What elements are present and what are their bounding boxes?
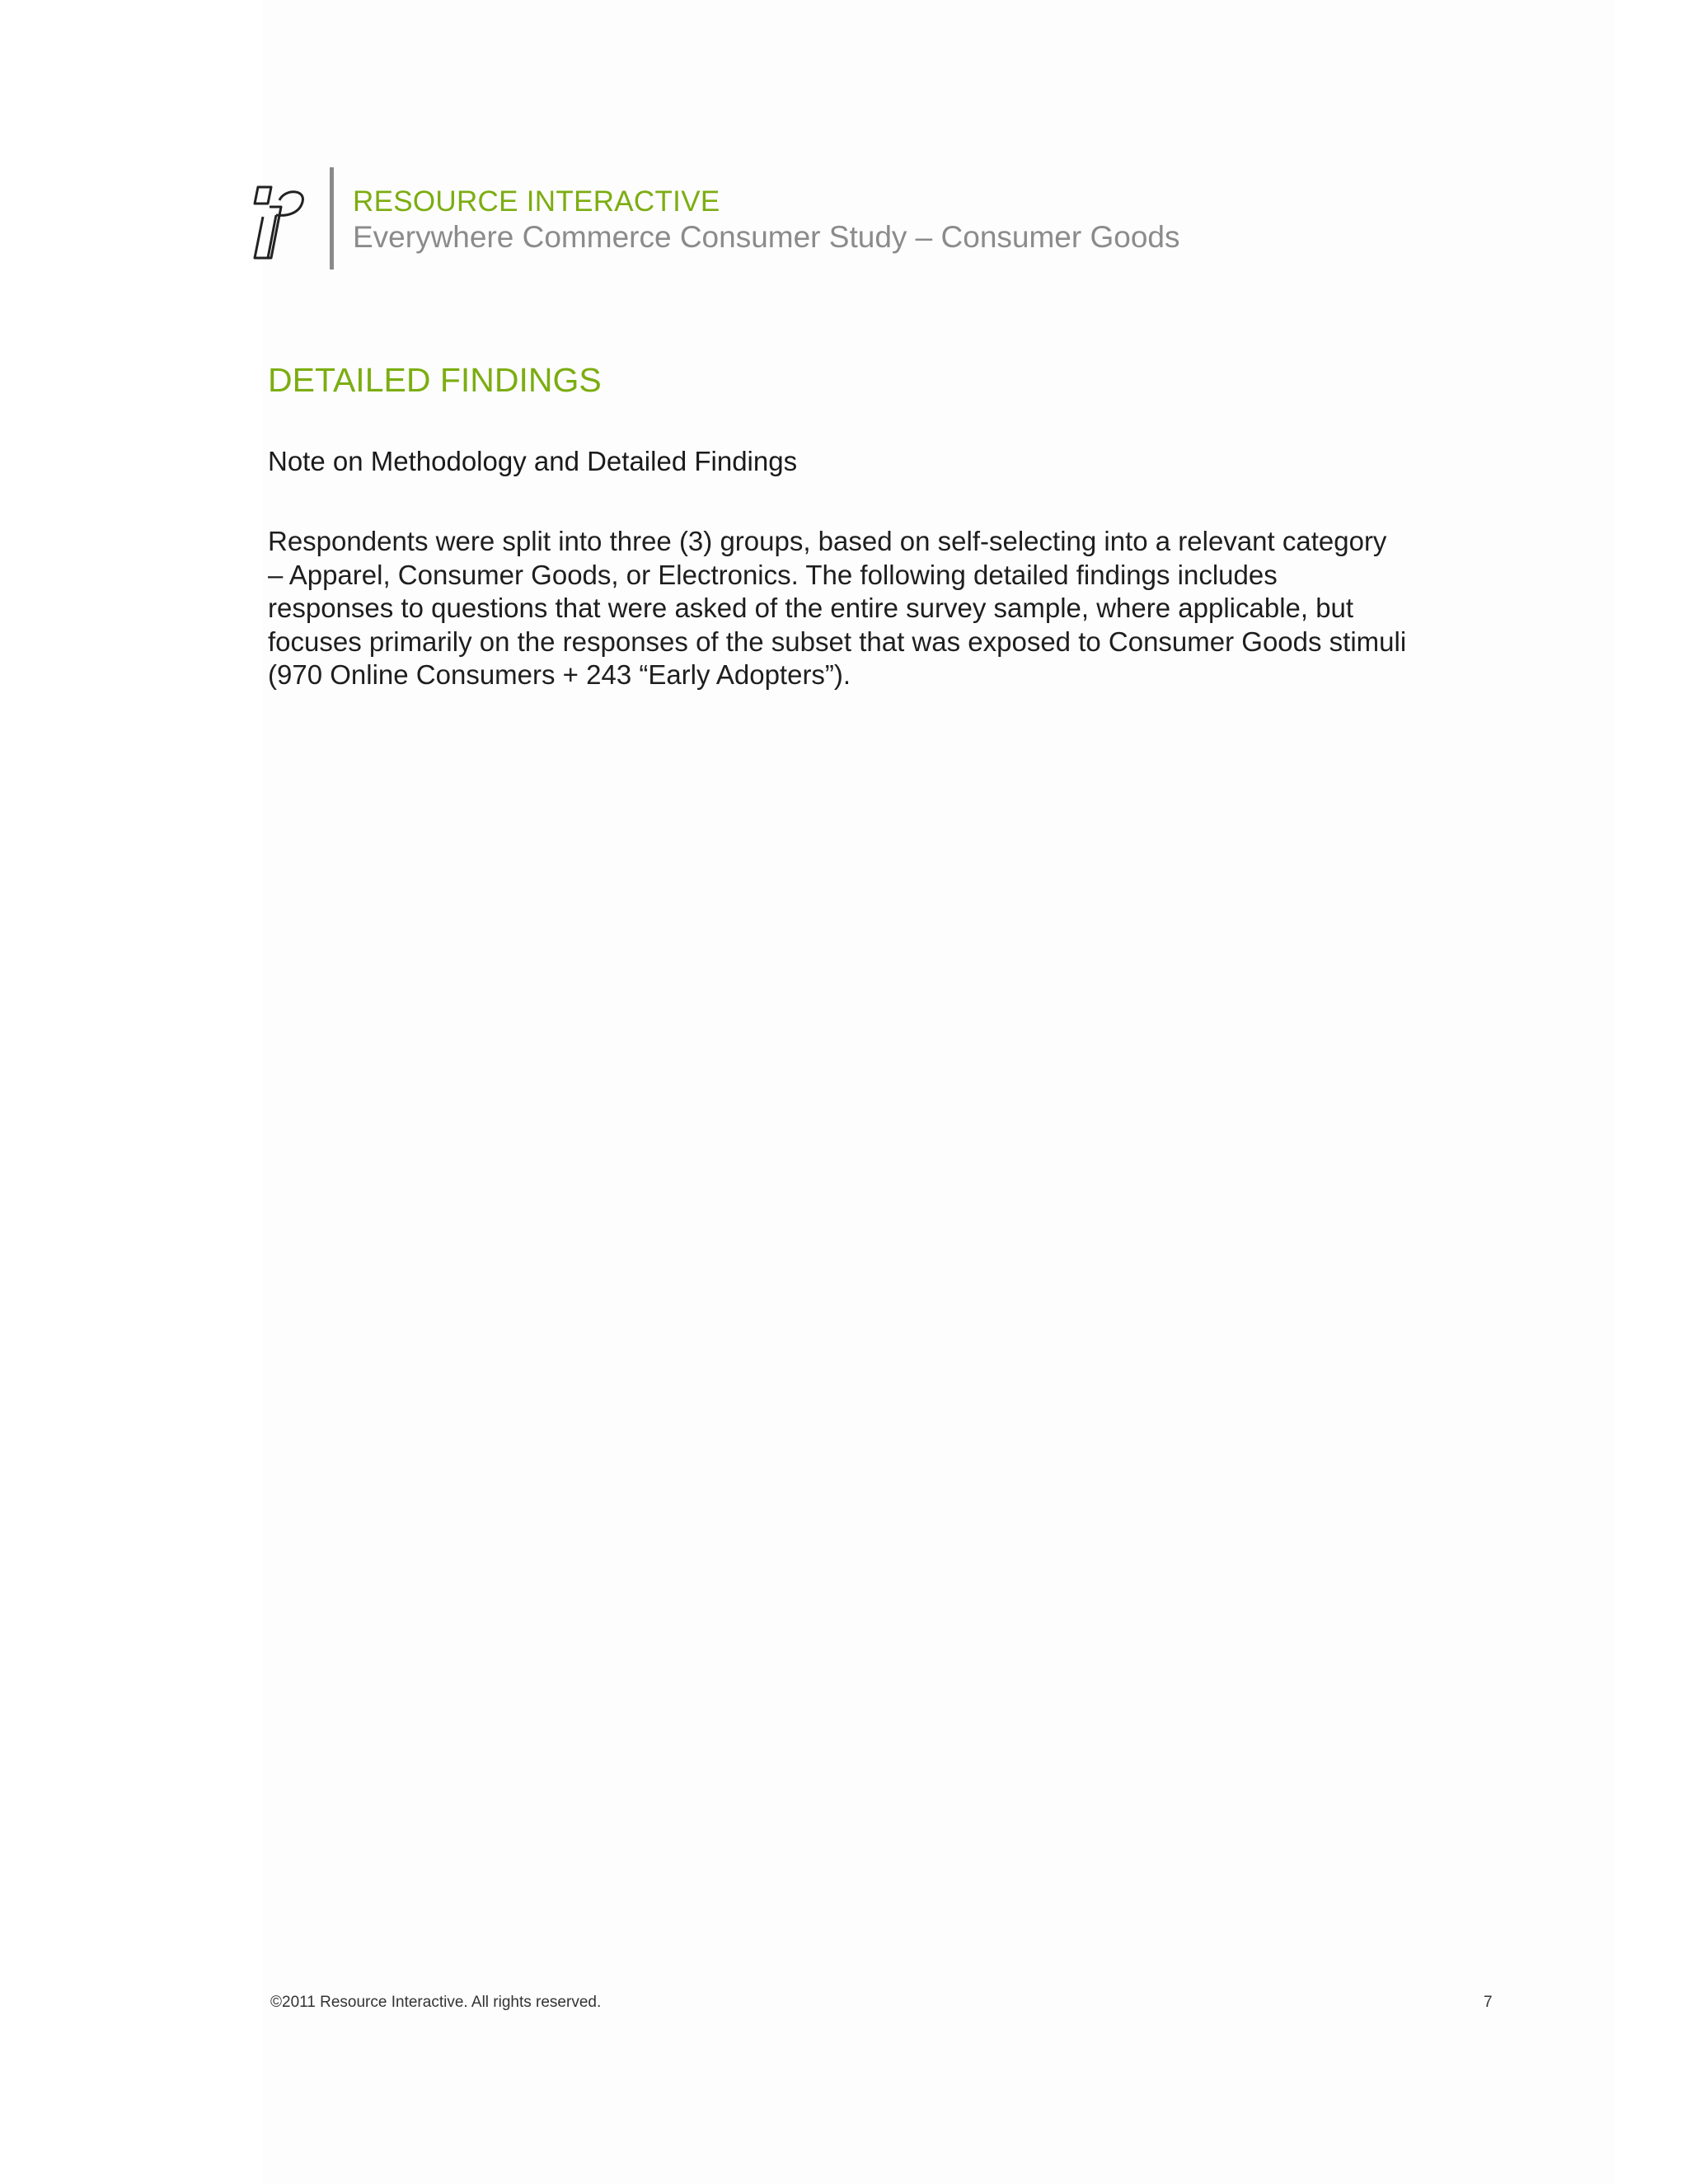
- paragraph-line: responses to questions that were asked of the entire survey sample, where applicable, but: [268, 593, 1354, 623]
- resource-interactive-logo-icon: [251, 182, 311, 260]
- brand-name: RESOURCE INTERACTIVE: [353, 185, 720, 218]
- sub-heading: Note on Methodology and Detailed Findings: [268, 446, 798, 476]
- footer-copyright: ©2011 Resource Interactive. All rights reserved.: [270, 1994, 602, 2011]
- header-divider: [330, 167, 334, 269]
- paragraph-line: Respondents were split into three (3) groups, based on self-selecting into a relevant category: [268, 526, 1387, 556]
- section-title: DETAILED FINDINGS: [268, 361, 602, 399]
- paragraph-line: (970 Online Consumers + 243 “Early Adopters”).: [268, 659, 851, 690]
- document-header: [251, 167, 1405, 270]
- paragraph-line: focuses primarily on the responses of the subset that was exposed to Consumer Goods stimuli: [268, 626, 1407, 657]
- page-background: [262, 0, 1614, 2184]
- page-number: 7: [1484, 1994, 1493, 2011]
- body-paragraph: [268, 525, 1438, 692]
- document-subtitle: Everywhere Commerce Consumer Study – Consumer Goods: [353, 220, 1180, 254]
- paragraph-line: – Apparel, Consumer Goods, or Electronics. The following detailed findings includes: [268, 559, 1278, 590]
